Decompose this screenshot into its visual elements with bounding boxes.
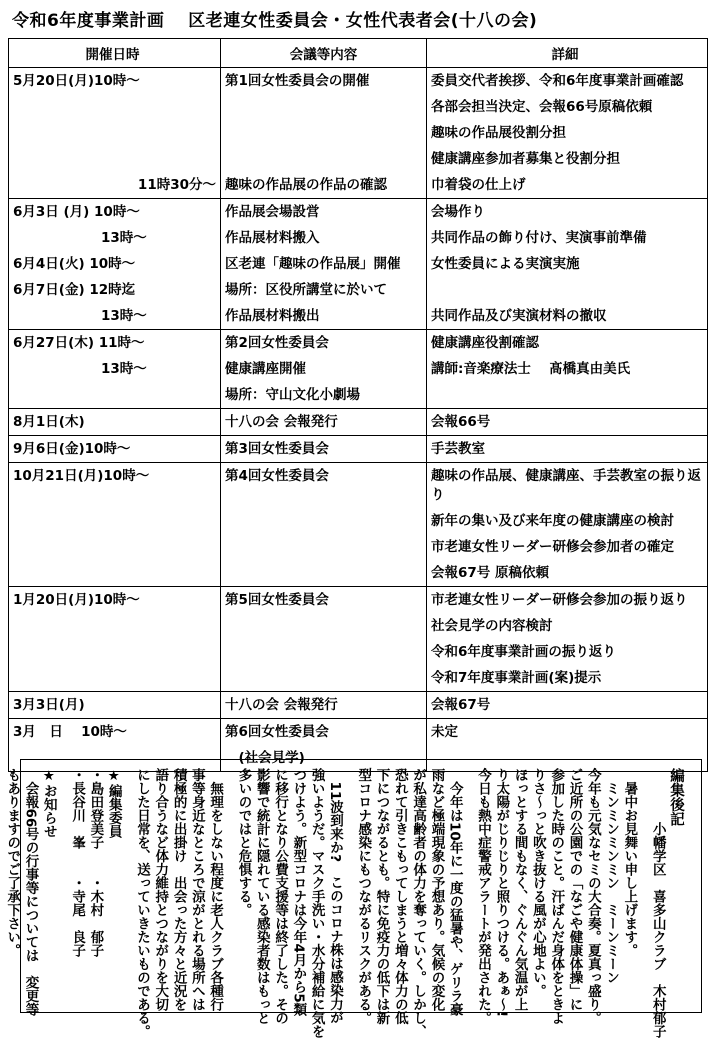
afterword-line: 恐れて引きこもってしまうと増々体力の低 — [391, 768, 408, 1025]
afterword-line: つけよう。新型コロナは今年4月から5類 — [290, 768, 307, 1017]
detail-line: 市老連女性リーダー研修会参加の振り返り — [431, 592, 688, 608]
afterword-line: 今年は10年に一度の猛暑や、ゲリラ豪 — [446, 768, 463, 1017]
content-cell — [221, 199, 427, 330]
table-row — [9, 409, 708, 436]
page-title: 令和6年度事業計画 区老連女性委員会・女性代表者会(十八の会) — [12, 11, 538, 31]
date-cell — [9, 587, 221, 692]
detail-line: 各部会担当決定、会報66号原稿依頼 — [431, 99, 653, 115]
detail-line: 市老連女性リーダー研修会参加者の確定 — [431, 539, 674, 555]
date-cell — [9, 68, 221, 199]
content-line: 十八の会 会報発行 — [225, 697, 338, 713]
afterword-line: 今日も熱中症警戒アラートが発出された。 — [475, 768, 492, 1025]
afterword-line: 強いようだ。マスク手洗い・水分補給に気を — [308, 768, 325, 1038]
afterword-columns — [3, 768, 685, 1038]
detail-line: 会場作り — [431, 204, 485, 220]
table-row — [9, 436, 708, 463]
afterword-line: 事等身近なところで涼がとれる場所へは — [188, 768, 205, 1011]
afterword-line: 影響で統計に隠れている感染者数はもっと — [253, 768, 270, 1025]
content-cell — [221, 692, 427, 719]
content-line: 区老連「趣味の作品展」開催 — [225, 256, 401, 272]
date-line: 13時～ — [101, 361, 147, 377]
detail-line: 令和7年度事業計画(案)提示 — [431, 670, 602, 686]
date-line: 6月7日(金) 12時迄 — [13, 282, 136, 298]
content-cell — [221, 68, 427, 199]
date-line: 13時～ — [101, 308, 147, 324]
date-line: 10月21日(月)10時～ — [13, 468, 150, 484]
content-cell — [221, 330, 427, 409]
content-line: 第6回女性委員会 — [225, 724, 329, 740]
afterword-line: にした日常を、送っていきたいものである。 — [133, 768, 150, 1038]
detail-line: 令和6年度事業計画の振り返り — [431, 644, 616, 660]
detail-cell — [427, 199, 708, 330]
content-cell — [221, 436, 427, 463]
header-content: 会議等内容 — [221, 39, 427, 68]
notice-line: もありますのでご了承下さい。 — [4, 768, 21, 957]
table-row — [9, 68, 708, 199]
date-cell — [9, 330, 221, 409]
detail-cell — [427, 330, 708, 409]
afterword-line: ほっとする間もなく、ぐんぐん気温が上 — [511, 768, 528, 1011]
content-line: 健康講座開催 — [225, 361, 306, 377]
detail-line: 共同作品の飾り付け、実演事前準備 — [431, 230, 647, 246]
detail-line: 手芸教室 — [431, 441, 485, 457]
detail-line: 健康講座参加者募集と役割分担 — [431, 151, 620, 167]
date-line: 9月6日(金)10時～ — [13, 441, 131, 457]
detail-cell — [427, 587, 708, 692]
afterword-line: 参加した時のこと。汗ばんだ身体をときよ — [548, 768, 565, 1025]
content-line: 第5回女性委員会 — [225, 592, 329, 608]
afterword-line: 11波到来か? このコロナ株は感染力が — [326, 768, 343, 1025]
afterword-line: 積極的に出掛け 出会った方々と近況を — [170, 768, 187, 1011]
content-cell — [221, 463, 427, 587]
detail-line: 委員交代者挨拶、令和6年度事業計画確認 — [431, 73, 684, 89]
date-line: 11時30分～ — [137, 177, 216, 193]
table-row — [9, 587, 708, 692]
content-line: 第4回女性委員会 — [225, 468, 329, 484]
header-detail: 詳細 — [427, 39, 708, 68]
detail-line: 女性委員による実演実施 — [431, 256, 580, 272]
table-row — [9, 463, 708, 587]
date-line: 1月20日(月)10時～ — [13, 592, 140, 608]
afterword-line: ミンミンミンミン ミーンミーン — [603, 768, 620, 984]
header-date: 開催日時 — [9, 39, 221, 68]
detail-line: 新年の集い及び来年度の健康講座の検討 — [431, 513, 674, 529]
detail-cell — [427, 692, 708, 719]
editors-line: ・島田登美子 ・木村 郁子 — [87, 768, 104, 957]
date-cell — [9, 692, 221, 719]
date-cell — [9, 199, 221, 330]
notice-line: 会報66号の行事等については 変更等 — [22, 768, 39, 1017]
date-cell — [9, 409, 221, 436]
content-line: 趣味の作品展の作品の確認 — [225, 177, 387, 193]
content-line: 第3回女性委員会 — [225, 441, 329, 457]
afterword-line: 雨など極端現象の予想あり。気候の変化 — [428, 768, 445, 1011]
content-line: 十八の会 会報発行 — [225, 414, 338, 430]
detail-line: 会報67号 原稿依頼 — [431, 565, 549, 581]
content-line: 作品展会場設営 — [225, 204, 320, 220]
content-line: 第2回女性委員会 — [225, 335, 329, 351]
date-cell — [9, 463, 221, 587]
detail-line: 共同作品及び実演材料の撤収 — [431, 308, 607, 324]
detail-line: 会報67号 — [431, 697, 491, 713]
date-cell — [9, 436, 221, 463]
table-row — [9, 692, 708, 719]
table-row — [9, 330, 708, 409]
content-cell — [221, 587, 427, 692]
editors-heading: ★編集委員 — [105, 768, 122, 838]
detail-line: 社会見学の内容検討 — [431, 618, 553, 634]
date-line: 3月3日(月) — [13, 697, 85, 713]
afterword-line: 下につながるとも。特に免疫力の低下は新 — [373, 768, 390, 1025]
notice-heading: ★お知らせ — [40, 768, 57, 838]
date-line: 6月27日(木) 11時～ — [13, 335, 145, 351]
table-header-row — [9, 39, 708, 68]
afterword-line: 今年も元気なセミの大合奏。夏真っ盛り。 — [584, 768, 601, 1025]
detail-line: 講師:音楽療法士 髙橋真由美氏 — [431, 361, 631, 377]
afterword-author: 小幡学区 喜多山クラブ 木村郁子 — [649, 768, 666, 1038]
afterword-line: に移行となり公費支援等は終了した。その — [272, 768, 289, 1025]
detail-cell — [427, 409, 708, 436]
table-row — [9, 199, 708, 330]
afterword-line: り太陽がじりじりと照りつける。あぁ～! — [493, 768, 510, 1018]
afterword-line: 語り合うなど体力維持とつながりを大切 — [152, 768, 169, 1011]
content-line: 作品展材料搬入 — [225, 230, 320, 246]
detail-cell — [427, 68, 708, 199]
date-line: 8月1日(木) — [13, 414, 85, 430]
detail-line: 趣味の作品展、健康講座、手芸教室の振り返り — [431, 468, 701, 503]
schedule-table — [8, 38, 708, 772]
content-line: (社会見学) — [225, 750, 305, 766]
detail-line: 未定 — [431, 724, 458, 740]
editors-line: ・長谷川 峯 ・寺尾 良子 — [69, 768, 86, 957]
afterword-line: 暑中お見舞い申し上げます。 — [621, 768, 638, 957]
afterword-box — [4, 759, 702, 1038]
date-line: 6月4日(火) 10時～ — [13, 256, 136, 272]
detail-cell — [427, 436, 708, 463]
date-line: 5月20日(月)10時～ — [13, 73, 140, 89]
content-line: 第1回女性委員会の開催 — [225, 73, 370, 89]
date-line: 13時～ — [101, 230, 147, 246]
content-line: 作品展材料搬出 — [225, 308, 320, 324]
detail-cell — [427, 463, 708, 587]
afterword-line: 無理をしない程度に老人クラブ各種行 — [207, 768, 224, 1011]
date-line: 3月 日 10時～ — [13, 724, 127, 740]
content-line: 場所：守山文化小劇場 — [225, 387, 360, 403]
detail-line: 趣味の作品展役割分担 — [431, 125, 566, 141]
afterword-line: りさ～っと吹き抜ける風が心地よい。 — [529, 768, 546, 998]
detail-line: 健康講座役割確認 — [431, 335, 539, 351]
content-cell — [221, 409, 427, 436]
afterword-line: ご近所の公園での「なごや健康体操」に — [566, 768, 583, 1011]
afterword-heading: 編集後記 — [668, 768, 684, 826]
afterword-line: が私達高齢者の体力を奪っていく。しかし、 — [410, 768, 427, 1038]
detail-line: 巾着袋の仕上げ — [431, 177, 526, 193]
afterword-line: 多いのではと危惧する。 — [235, 768, 252, 917]
detail-line: 会報66号 — [431, 414, 491, 430]
afterword-line: 型コロナ感染にもつながるリスクがある。 — [355, 768, 372, 1025]
date-line: 6月3日 (月) 10時～ — [13, 204, 140, 220]
content-line: 場所：区役所講堂に於いて — [225, 282, 387, 298]
